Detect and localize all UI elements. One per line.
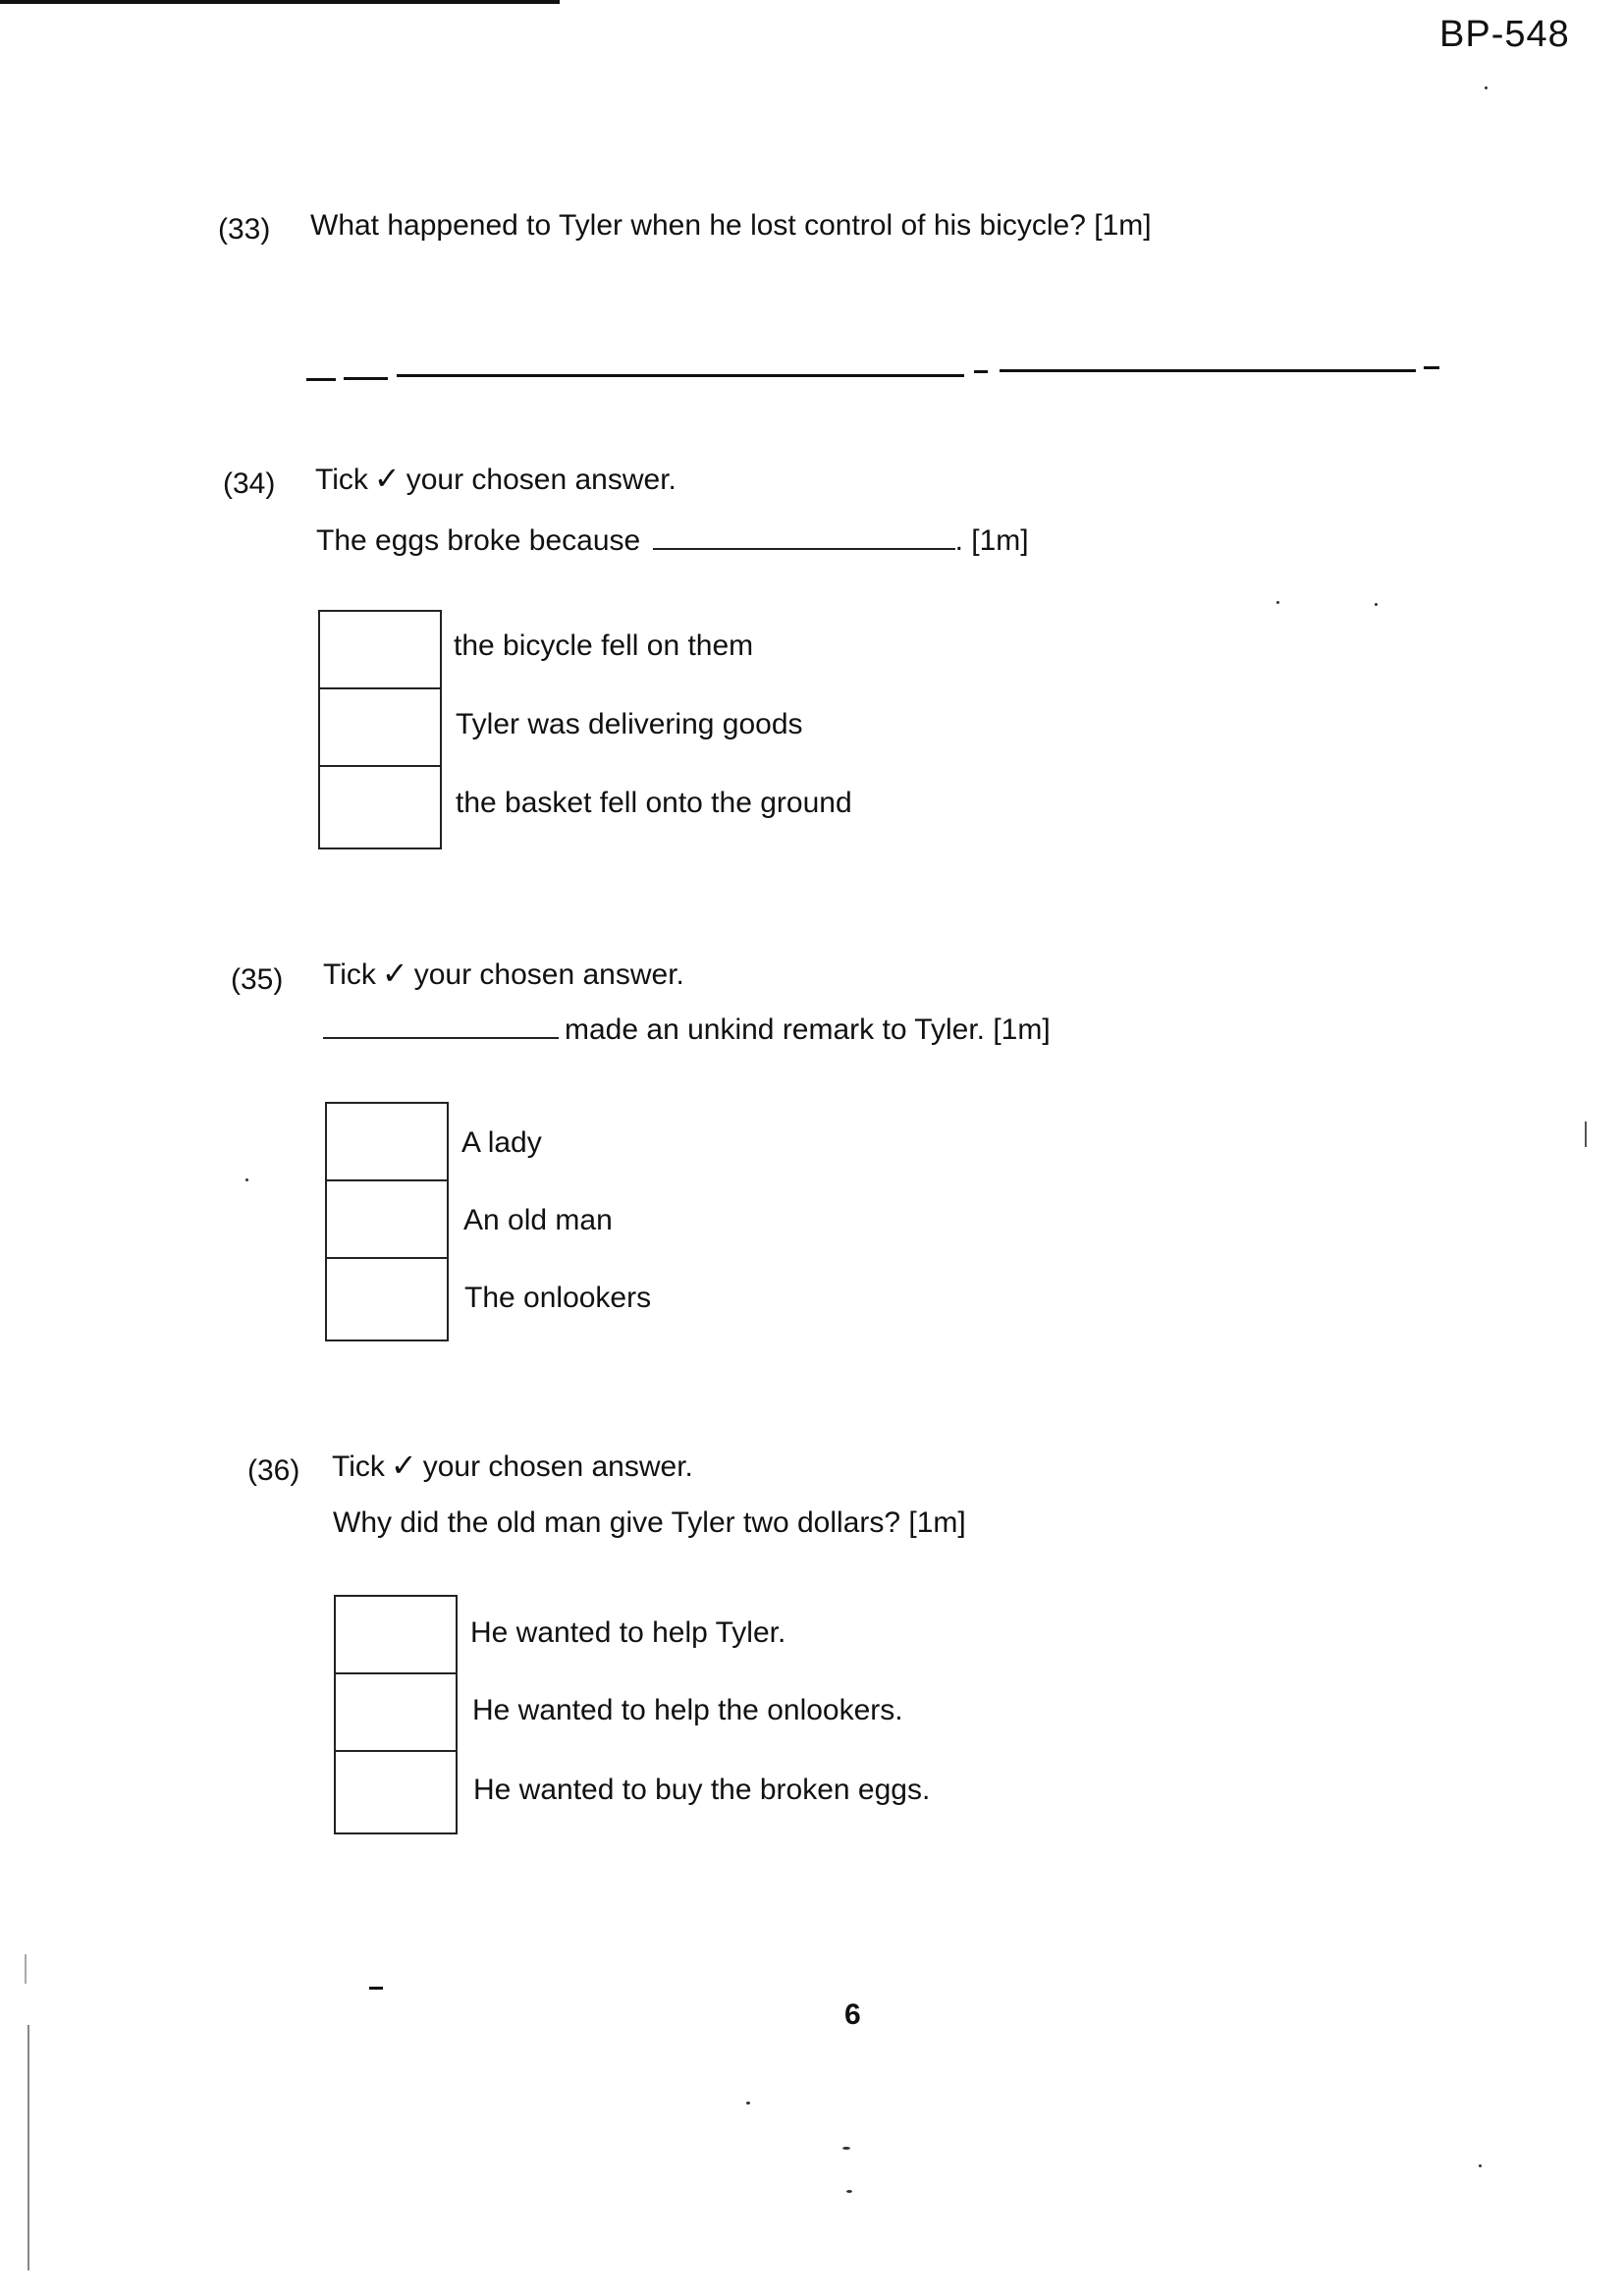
answer-box[interactable] (336, 1674, 456, 1752)
option-label: The onlookers (464, 1282, 652, 1314)
instruction-rest: your chosen answer. (422, 1450, 693, 1483)
answer-box[interactable] (336, 1597, 456, 1674)
top-scan-rule (0, 0, 560, 4)
tick-icon: ✓ (373, 460, 401, 497)
scan-margin-line (25, 1954, 27, 1984)
answer-box[interactable] (327, 1181, 447, 1259)
answer-box[interactable] (320, 767, 440, 847)
paper-code: BP-548 (1439, 14, 1570, 55)
instruction-tick-word: Tick (315, 464, 368, 496)
option-label: An old man (463, 1204, 613, 1236)
answer-box-column (325, 1102, 449, 1341)
question-number: (33) (218, 213, 271, 246)
stem-marks: . [1m] (954, 524, 1029, 557)
tick-icon: ✓ (381, 955, 408, 992)
option-label: He wanted to help the onlookers. (472, 1694, 903, 1726)
answer-box-column (318, 610, 442, 849)
question-number: (34) (223, 467, 276, 500)
scan-speck (846, 2190, 852, 2193)
option-label: He wanted to buy the broken eggs. (473, 1774, 931, 1806)
instruction-rest: your chosen answer. (406, 464, 677, 496)
scan-speck (842, 2147, 850, 2150)
answer-box-column (334, 1595, 458, 1834)
answer-box[interactable] (320, 689, 440, 767)
option-label: the bicycle fell on them (454, 629, 754, 662)
answer-blank[interactable] (323, 1011, 559, 1039)
question-number: (36) (247, 1454, 300, 1487)
option-label: A lady (461, 1126, 542, 1159)
instruction-rest: your chosen answer. (413, 958, 684, 991)
option-label: the basket fell onto the ground (456, 787, 852, 819)
tick-icon: ✓ (390, 1447, 417, 1484)
answer-box[interactable] (320, 612, 440, 689)
question-text: What happened to Tyler when he lost control of his bicycle? [1m] (310, 209, 1152, 242)
instruction (332, 1448, 693, 1485)
stem-text: made an unkind remark to Tyler. [1m] (565, 1013, 1051, 1046)
option-label: He wanted to help Tyler. (470, 1616, 786, 1649)
answer-box[interactable] (327, 1104, 447, 1181)
stem-text: The eggs broke because (316, 524, 641, 557)
scan-speck (746, 2102, 750, 2105)
question-stem: Why did the old man give Tyler two dollars? [1m] (333, 1506, 966, 1539)
scan-speck (1375, 603, 1378, 606)
answer-blank[interactable] (653, 522, 955, 550)
question-stem (323, 1011, 1051, 1048)
instruction (323, 956, 684, 993)
instruction-tick-word: Tick (323, 958, 376, 991)
question-number: (35) (231, 963, 284, 996)
answer-box[interactable] (327, 1259, 447, 1339)
instruction-tick-word: Tick (332, 1450, 385, 1483)
page-number: 6 (844, 1998, 861, 2031)
scan-speck (245, 1178, 248, 1181)
scan-speck (1485, 86, 1488, 89)
scan-mark (1585, 1121, 1587, 1147)
scan-speck (1276, 601, 1279, 604)
instruction (315, 461, 677, 498)
scan-dash (369, 1987, 383, 1990)
scan-speck (1479, 2164, 1482, 2167)
scan-margin-line (27, 2025, 29, 2270)
option-label: Tyler was delivering goods (456, 708, 803, 740)
question-stem (316, 522, 1029, 559)
answer-box[interactable] (336, 1752, 456, 1832)
